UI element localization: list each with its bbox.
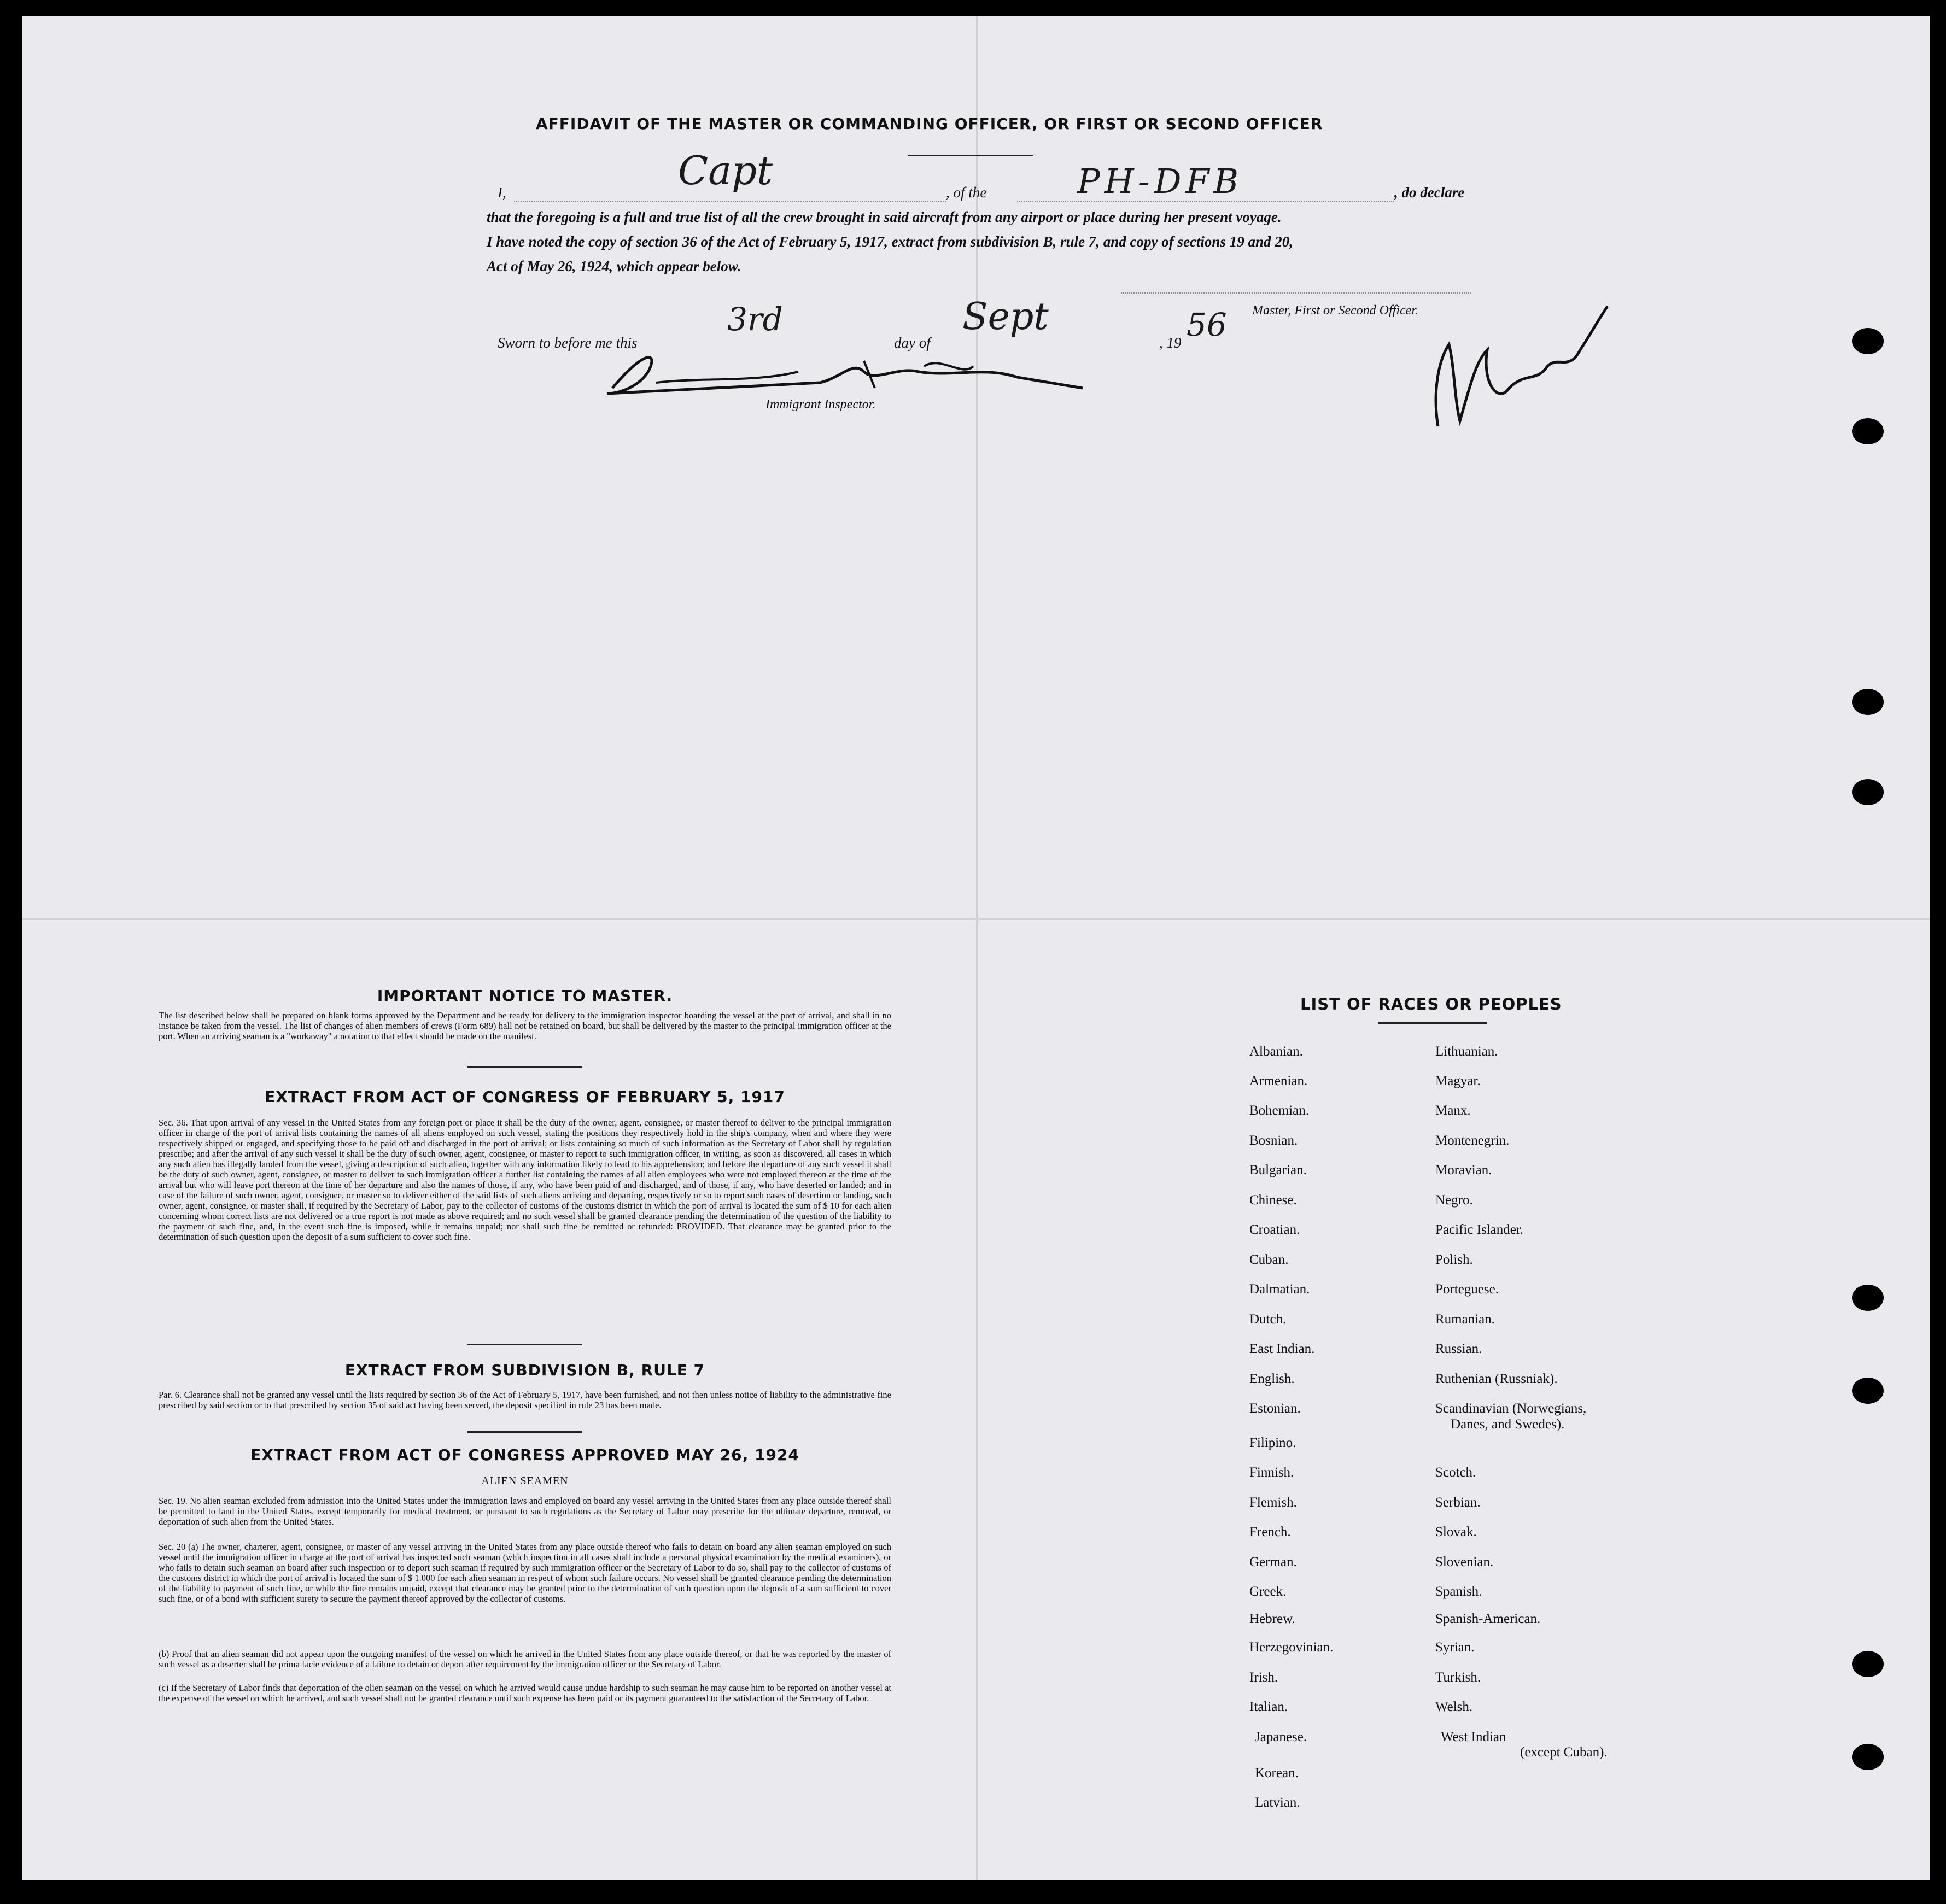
race-item: East Indian. <box>1249 1341 1315 1356</box>
races-title: LIST OF RACES OR PEOPLES <box>1300 995 1562 1013</box>
race-item: Dutch. <box>1249 1312 1287 1327</box>
day-of-label: day of <box>894 335 931 351</box>
race-item: Spanish-American. <box>1435 1612 1541 1626</box>
sworn-label: Sworn to before me this <box>498 335 638 351</box>
extract-1924-title: EXTRACT FROM ACT OF CONGRESS APPROVED MAY 26, 1924 <box>250 1446 799 1464</box>
handwritten-year: 56 <box>1187 306 1227 343</box>
race-item: Cuban. <box>1249 1252 1289 1267</box>
race-item: English. <box>1249 1372 1295 1386</box>
affidavit-body-line-3: I have noted the copy of section 36 of the Act of February 5, 1917, extract from subdivision B, rule 7, and copy of sections 19 and 20, <box>487 233 1293 250</box>
notice-rule <box>467 1066 582 1068</box>
race-item: Scotch. <box>1435 1465 1476 1480</box>
rule7-title: EXTRACT FROM SUBDIVISION B, RULE 7 <box>344 1361 705 1379</box>
race-item: Spanish. <box>1435 1584 1482 1599</box>
race-item: Negro. <box>1435 1193 1473 1208</box>
race-item: (except Cuban). <box>1520 1745 1608 1760</box>
name-field-line <box>514 201 946 202</box>
race-item: Flemish. <box>1249 1495 1297 1510</box>
race-item: Danes, and Swedes). <box>1451 1417 1565 1432</box>
race-item: Latvian. <box>1255 1795 1300 1810</box>
race-item: Turkish. <box>1435 1670 1481 1685</box>
race-item: Porteguese. <box>1435 1282 1499 1297</box>
inspector-signature <box>591 344 1105 405</box>
race-item: Herzegovinian. <box>1249 1640 1334 1655</box>
document-sheet <box>22 16 1930 1880</box>
title-rule <box>908 155 1033 156</box>
master-signature-line <box>1121 292 1471 294</box>
race-item: Lithuanian. <box>1435 1044 1498 1059</box>
punch-hole <box>1852 1285 1884 1311</box>
horizontal-fold-line <box>22 918 1930 920</box>
race-item: Bohemian. <box>1249 1103 1310 1118</box>
race-item: French. <box>1249 1525 1291 1539</box>
extract-1924-sec19: Sec. 19. No alien seaman excluded from admission into the United States under the immigration laws and employed on board any vessel arriving in the United States from any place outside thereof shall be permitted to land in the United States, except temporarily for medical treatment, or pursuant to such regulations as the Secretary of Labor may prescribe for the ultimate departure, removal, or deportation of such alien from the United States. <box>159 1496 891 1527</box>
affidavit-title: AFFIDAVIT OF THE MASTER OR COMMANDING OFFICER, OR FIRST OR SECOND OFFICER <box>536 115 1323 133</box>
inspector-label: Immigrant Inspector. <box>765 397 876 412</box>
rule7-rule <box>467 1431 582 1433</box>
handwritten-name: Capt <box>678 148 773 194</box>
declare-label: , do declare <box>1394 184 1465 201</box>
race-item: Russian. <box>1435 1341 1482 1356</box>
year-prefix-label: , 19 <box>1159 335 1182 351</box>
race-item: Albanian. <box>1249 1044 1303 1059</box>
race-item: Estonian. <box>1249 1401 1301 1416</box>
race-item: Serbian. <box>1435 1495 1481 1510</box>
handwritten-month: Sept <box>962 295 1049 338</box>
punch-hole <box>1852 1651 1884 1677</box>
race-item: Chinese. <box>1249 1193 1297 1208</box>
race-item: Ruthenian (Russniak). <box>1435 1372 1558 1386</box>
races-rule <box>1378 1022 1487 1024</box>
race-item: Korean. <box>1255 1766 1299 1780</box>
extract-1917-rule <box>467 1344 582 1345</box>
punch-hole <box>1852 1378 1884 1404</box>
race-item: Dalmatian. <box>1249 1282 1310 1297</box>
race-item: Moravian. <box>1435 1163 1492 1177</box>
race-item: Croatian. <box>1249 1222 1300 1237</box>
race-item: Slovak. <box>1435 1525 1477 1539</box>
race-item: Slovenian. <box>1435 1555 1494 1569</box>
race-item: Pacific Islander. <box>1435 1222 1524 1237</box>
punch-hole <box>1852 689 1884 715</box>
master-signature <box>1416 295 1613 437</box>
race-item: Bosnian. <box>1249 1133 1298 1148</box>
race-item: Polish. <box>1435 1252 1473 1267</box>
handwritten-day: 3rd <box>727 301 783 338</box>
extract-1917-title: EXTRACT FROM ACT OF CONGRESS OF FEBRUARY 5, 1917 <box>265 1088 785 1106</box>
affidavit-body-line-2: that the foregoing is a full and true list of all the crew brought in said aircraft from any airport or place during her present voyage. <box>487 209 1282 225</box>
extract-1924-subtitle: ALIEN SEAMEN <box>481 1475 569 1487</box>
notice-title: IMPORTANT NOTICE TO MASTER. <box>377 987 673 1005</box>
race-item: West Indian <box>1441 1730 1506 1744</box>
punch-hole <box>1852 1744 1884 1770</box>
race-item: Japanese. <box>1255 1730 1307 1744</box>
race-item: German. <box>1249 1555 1297 1569</box>
race-item: Bulgarian. <box>1249 1163 1307 1177</box>
race-item: Syrian. <box>1435 1640 1475 1655</box>
rule7-text: Par. 6. Clearance shall not be granted any vessel until the lists required by section 36 of the Act of February 5, 1917, have been furnished, and not then unless notice of liability to the administrative fine prescribed by said section or to that prescribed by section 35 of said act having been served, the deposit specified in rule 23 has been made. <box>159 1390 891 1410</box>
extract-1924-sec20b: (b) Proof that an alien seaman did not appear upon the outgoing manifest of the vessel on which he arrived in the United States from any place outside thereof, or that he was reported by the master of such vessel as a deserter shall be prima facie evidence of a failure to detain or deport after requirement by the immigration officer or the Secretary of Labor. <box>159 1649 891 1669</box>
race-item: Magyar. <box>1435 1074 1481 1088</box>
race-item: Scandinavian (Norwegians, <box>1435 1401 1587 1416</box>
race-item: Finnish. <box>1249 1465 1294 1480</box>
extract-1924-sec20a: Sec. 20 (a) The owner, charterer, agent, consignee, or master of any vessel arriving in the United States from any place outside thereof who fails to detain on board any alien seaman employed on such vessel until the immigration officer in charge at the port of arrival has inspected such seaman (which inspection in all cases shall include a personal physical examination by the medical examiners), or who fails to detain such seaman on board after such inspection or to deport such seaman if required by such immigration officer or the Secretary of Labor to do so, shall pay to the collector of customs of the customs district in which the port of arrival is located the sum of $ 1.000 for each alien seaman in respect of whom such failure occurs. No vessel shall be granted clearance pending the determination of the liability to payment of such fine, or while the fine remains unpaid, except that clearance may be granted prior to the determination of such question upon the deposit of a sum sufficient to cover such fine, or of a bond with sufficient surety to secure the payment thereof approved by the collector of customs. <box>159 1542 891 1604</box>
race-item: Montenegrin. <box>1435 1133 1510 1148</box>
master-label: Master, First or Second Officer. <box>1252 303 1418 318</box>
race-item: Armenian. <box>1249 1074 1308 1088</box>
extract-1917-text: Sec. 36. That upon arrival of any vessel in the United States from any foreign port or place it shall be the duty of the owner, agent, consignee, or master thereof to deliver to the principal immigration officer in charge of the port of arrival lists containing the names of all aliens employed on such vessel, stating the positions they respectively hold in the ship's company, when and where they were respectively shipped or engaged, and specifying those to be paid off and discharged in the port of arrival; or lists containing so much of such information as the Secretary of Labor shall by regulation prescribe; and after the arrival of any such vessel it shall be the duty of such owner, agent, consignee, or master to report to such immigration officer, in writing, as soon as discovered, all cases in which any such alien has illegally landed from the vessel, giving a description of such alien, together with any information likely to lead to his apprehension; and before the departure of any such vessel it shall be the duty of such owner, agent, consignee, or master to deliver to such immigration officer a further list containing the names of all alien employees who were not employed thereon at the time of the arrival but who will leave port thereon at the time of her departure and also the names of those, if any, who have been paid of and discharged, and of those, if any, who have deserted or landed; and in case of the failure of such owner, agent, consignee, or master so to deliver either of the said lists of such aliens arriving and departing, respectively or so to report such cases of desertion or landing, such owner, agent, consignee, or master shall, if required by the Secretary of Labor, pay to the collector of customs of the customs district in which the port of arrival is located the sum of $ 10 for each alien concerning whom correct lists are not delivered or a true report is not made as above required; and no such vessel shall be granted clearance pending the determination of the question of the liability to the payment of such fine, and, in the event such fine is imposed, while it remains unpaid; nor shall such fine be remitted or refunded: PROVIDED. That clearance may be granted prior to the determination of such question upon the deposit of a sum sufficient to cover such fine. <box>159 1117 891 1242</box>
affidavit-line-i <box>498 180 506 205</box>
race-item: Hebrew. <box>1249 1612 1295 1626</box>
affidavit-body-line-4: Act of May 26, 1924, which appear below. <box>487 258 741 274</box>
punch-hole <box>1852 328 1884 354</box>
of-the-label: , of the <box>946 184 987 201</box>
race-item: Irish. <box>1249 1670 1278 1685</box>
race-item: Italian. <box>1249 1700 1288 1714</box>
race-item: Greek. <box>1249 1584 1287 1599</box>
race-item: Manx. <box>1435 1103 1471 1118</box>
aircraft-field-line <box>1017 201 1394 202</box>
race-item: Filipino. <box>1249 1436 1296 1450</box>
extract-1924-sec20c: (c) If the Secretary of Labor finds that deportation of the olien seaman on the vessel on which he arrived would cause undue hardship to such seaman he may cause him to be reported on another vessel at the expense of the vessel on which he arrived, and such vessel shall not be granted clearance until such expense has been paid or its payment guaranteed to the satisfaction of the Secretary of Labor. <box>159 1683 891 1703</box>
punch-hole <box>1852 418 1884 444</box>
handwritten-aircraft: PH-DFB <box>1077 161 1243 201</box>
notice-text: The list described below shall be prepared on blank forms approved by the Department and be ready for delivery to the immigration inspector boarding the vessel at the port of arrival, and shall in no instance be taken from the vessel. The list of changes of alien members of crews (Form 689) hall not be retained on board, but shall be delivered by the master to the principal immigration officer at the port. When an arriving seaman is a "workaway" a notation to that effect should be made on the manifest. <box>159 1010 891 1041</box>
race-item: Rumanian. <box>1435 1312 1495 1327</box>
punch-hole <box>1852 779 1884 805</box>
i-label: I, <box>498 184 506 201</box>
race-item: Welsh. <box>1435 1700 1473 1714</box>
